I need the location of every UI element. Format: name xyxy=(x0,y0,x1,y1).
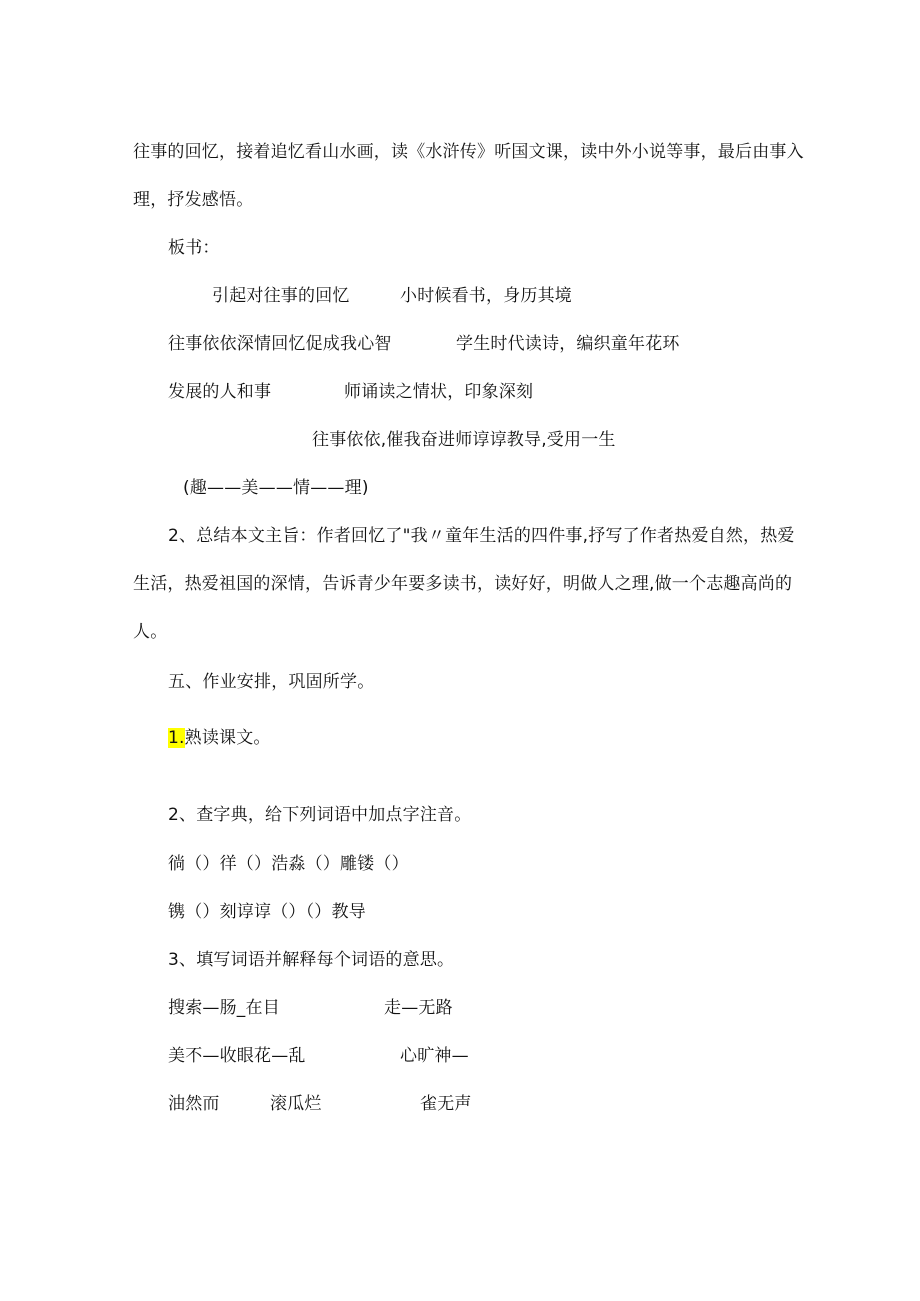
homework-item-3-row-3-b: 滚瓜烂 xyxy=(270,1094,322,1114)
homework-heading: 五、作业安排，巩固所学。 xyxy=(168,672,375,692)
homework-item-1-text: 熟读课文。 xyxy=(184,728,271,748)
board-summary: 往事依依,催我奋进师谆谆教导,受用一生 xyxy=(312,430,616,450)
board-left-3: 发展的人和事 xyxy=(168,382,272,402)
homework-item-3-row-1-b: 走—无路 xyxy=(384,998,453,1018)
intro-line-1: 往事的回忆，接着追忆看山水画，读《水浒传》听国文课，读中外小说等事，最后由事入 xyxy=(133,142,804,162)
intro-line-2: 理，抒发感悟。 xyxy=(133,190,254,210)
homework-item-3-row-2-b: 心旷神— xyxy=(400,1046,469,1066)
homework-item-3-row-1-a: 搜索—肠_在目 xyxy=(168,998,280,1018)
board-right-2: 学生时代读诗，编织童年花环 xyxy=(456,334,680,354)
board-label: 板书： xyxy=(168,238,220,258)
board-right-1: 小时候看书，身历其境 xyxy=(400,286,572,306)
homework-item-3-row-3-c: 雀无声 xyxy=(420,1094,472,1114)
board-left-1: 引起对往事的回忆 xyxy=(212,286,350,306)
homework-item-2-row-2: 镌（）刻谆谆（）（）教导 xyxy=(168,902,366,922)
homework-item-2: 2、查字典，给下列词语中加点字注音。 xyxy=(168,805,472,825)
homework-item-3: 3、填写词语并解释每个词语的意思。 xyxy=(168,950,455,970)
board-right-3: 师诵读之情状，印象深刻 xyxy=(344,382,534,402)
homework-item-3-row-2-a: 美不—收眼花—乱 xyxy=(168,1046,306,1066)
homework-item-3-row-3-a: 油然而 xyxy=(168,1094,220,1114)
theme-line-1: 2、总结本文主旨：作者回忆了"我〃童年生活的四件事,抒写了作者热爱自然，热爱 xyxy=(168,526,795,546)
homework-item-1-number: 1. xyxy=(168,728,185,748)
theme-line-3: 人。 xyxy=(133,622,168,642)
theme-line-2: 生活，热爱祖国的深情，告诉青少年要多读书，读好好，明做人之理,做一个志趣高尚的 xyxy=(133,574,793,594)
homework-item-1 xyxy=(168,726,271,750)
board-flow: (趣——美——情——理) xyxy=(183,478,369,498)
homework-item-2-row-1: 徜（）徉（）浩淼（）雕镂（） xyxy=(168,854,409,874)
board-left-2: 往事依依深情回忆促成我心智 xyxy=(168,334,392,354)
